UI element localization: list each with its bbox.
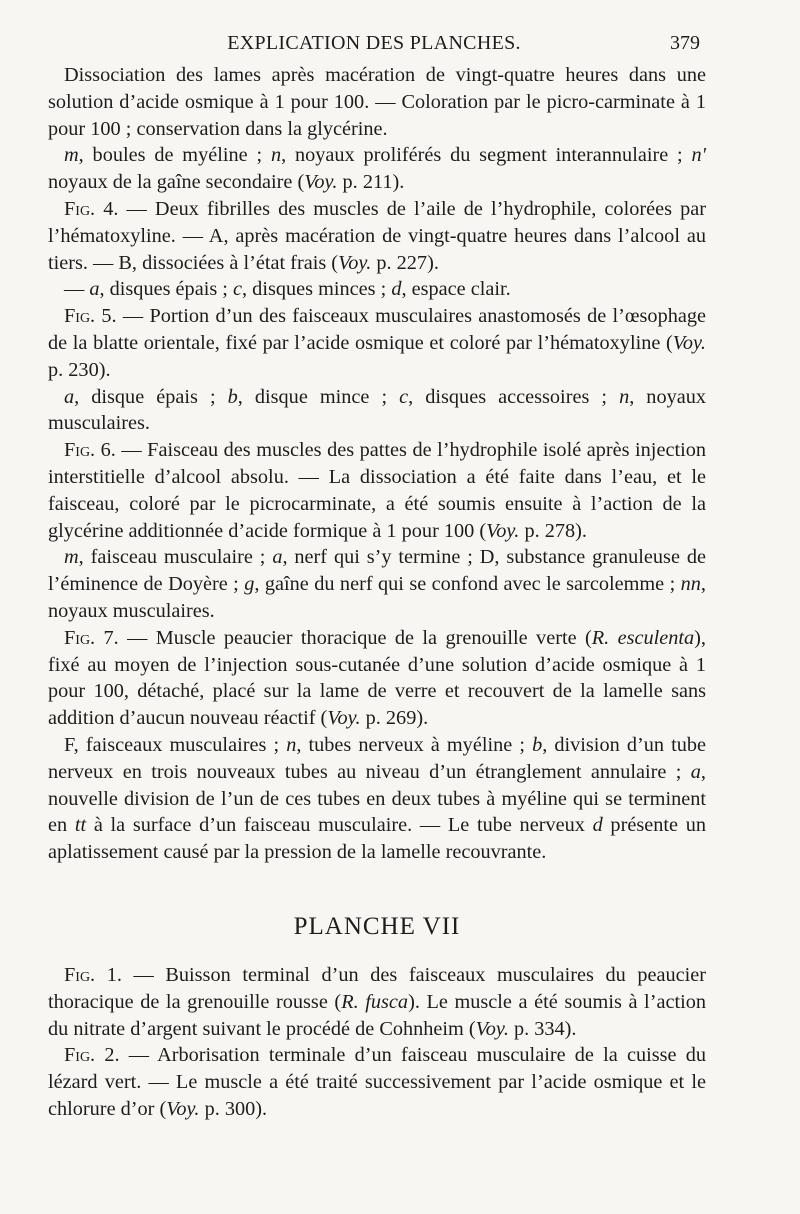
- text-run: — Faisceau des muscles des pattes de l’hydrophile isolé après injection interstitielle d’alcool absolu. — La dissociation a été faite dans l’eau, et le faisceau, coloré par le picrocarminate, a été soumis ensuite à l’action de la glycérine additionnée d’acide formique à 1 pour 100 (: [48, 439, 707, 542]
- italic-text: a: [89, 278, 100, 301]
- italic-text: n': [691, 144, 706, 167]
- text-run: , gaîne du nerf qui se confond avec le sarcolemme ;: [254, 573, 681, 596]
- figure-label: Fig. 6.: [64, 439, 116, 462]
- paragraph-p3: [48, 196, 706, 276]
- italic-text: b: [227, 385, 238, 408]
- page-body: [48, 62, 706, 1123]
- text-run: p. 269).: [360, 707, 429, 730]
- italic-text: m: [64, 546, 79, 569]
- italic-text: tt: [74, 814, 87, 837]
- text-run: — Portion d’un des faisceaux musculaires anastomosés de l’œsophage de la blatte orientale, fixé par l’acide osmique et coloré par l’hématoxyline (: [48, 305, 706, 354]
- text-run: , disque mince ;: [237, 385, 400, 408]
- italic-text: Voy.: [486, 519, 520, 542]
- page-number: 379: [670, 32, 700, 54]
- italic-text: n: [286, 733, 297, 756]
- text-run: , noyaux musculaires.: [48, 385, 707, 435]
- text-run: p. 227).: [371, 251, 439, 274]
- italic-text: b: [532, 733, 543, 756]
- text-run: — Arborisation terminale d’un faisceau musculaire de la cuisse du lézard vert. — Le muscle a été traité successivement par l’acide osmique et le chlorure d’or (: [48, 1044, 707, 1120]
- text-run: présente un aplatissement causé par la pression de la lamelle recouvrante.: [48, 814, 706, 864]
- text-run: , disques minces ;: [242, 278, 392, 301]
- text-run: , faisceau musculaire ;: [78, 546, 273, 569]
- paragraph-p9: [48, 625, 706, 732]
- text-run: Dissociation des lames après macération de vingt-quatre heures dans une solution d’acide osmique à 1 pour 100. — Coloration par le picro-carminate à 1 pour 100 ; conservation dans la glycérine.: [48, 64, 706, 140]
- text-run: — Muscle peaucier thoracique de la grenouille verte (: [118, 626, 592, 649]
- italic-text: d: [391, 278, 402, 301]
- text-run: , noyaux proliférés du segment interannulaire ;: [281, 144, 692, 167]
- text-run: p. 230).: [48, 358, 111, 381]
- text-run: , boules de myéline ;: [78, 144, 271, 167]
- text-run: ), fixé au moyen de l’injection sous-cutanée d’une solution d’acide osmique à 1 pour 100, détaché, placé sur la lame de verre et recouvert de la lamelle sans addition d’aucun nouveau réactif (: [48, 626, 706, 730]
- italic-text: Voy.: [475, 1017, 509, 1040]
- italic-text: c: [233, 278, 243, 301]
- text-run: p. 211).: [337, 171, 405, 194]
- text-run: —: [64, 278, 90, 301]
- text-run: , disque épais ;: [74, 385, 228, 408]
- italic-text: m: [64, 144, 79, 167]
- figure-label: Fig. 5.: [64, 305, 117, 328]
- paragraph-p2: [48, 142, 706, 196]
- text-run: , disques accessoires ;: [408, 385, 620, 408]
- text-run: noyaux de la gaîne secondaire (: [48, 171, 305, 194]
- italic-text: Voy.: [338, 251, 372, 274]
- text-run: , nouvelle division de l’un de ces tubes en deux tubes à myéline qui se terminent en: [48, 760, 706, 837]
- italic-text: a: [64, 385, 75, 408]
- italic-text: R. fusca: [341, 990, 409, 1013]
- plate-figure-explanations: [48, 962, 706, 1123]
- italic-text: Voy.: [327, 707, 361, 730]
- paragraph-q1: [48, 962, 706, 1042]
- paragraph-p1: [48, 62, 706, 142]
- italic-text: Voy.: [672, 331, 706, 354]
- running-title: EXPLICATION DES PLANCHES.: [227, 32, 521, 54]
- figure-label: Fig. 1.: [64, 963, 122, 986]
- italic-text: Voy.: [166, 1097, 200, 1120]
- plate-title: PLANCHE VII: [293, 912, 461, 940]
- italic-text: g: [244, 573, 255, 596]
- paragraph-p4: [48, 276, 706, 303]
- figure-label: Fig. 2.: [64, 1044, 120, 1067]
- text-run: p. 334).: [508, 1017, 577, 1040]
- italic-text: R. esculenta: [591, 626, 695, 649]
- paragraph-p5: [48, 303, 706, 383]
- text-run: , tubes nerveux à myéline ;: [296, 733, 533, 756]
- text-run: p. 278).: [519, 519, 587, 542]
- text-run: F, faisceaux musculaires ;: [64, 733, 287, 756]
- paragraph-p7: [48, 437, 706, 544]
- text-run: ). Le muscle a été soumis à l’action du nitrate d’argent suivant le procédé de Cohnheim (: [48, 990, 706, 1040]
- italic-text: nn: [680, 573, 701, 596]
- italic-text: n: [270, 144, 282, 167]
- figure-label: Fig. 7.: [64, 626, 119, 649]
- text-run: à la surface d’un faisceau musculaire. — Le tube nerveux: [86, 814, 593, 837]
- italic-text: a: [690, 760, 701, 783]
- text-run: , nerf qui s’y termine ; D, substance granuleuse de l’éminence de Doyère ;: [48, 546, 706, 596]
- paragraph-q2: [48, 1042, 706, 1122]
- paragraph-p8: [48, 544, 706, 624]
- figure-explanations: [48, 62, 706, 866]
- paragraph-p10: [48, 732, 706, 866]
- text-run: , noyaux musculaires.: [48, 573, 706, 622]
- paragraph-p6: [48, 384, 706, 438]
- italic-text: d: [592, 814, 603, 837]
- italic-text: n: [619, 385, 630, 408]
- text-run: — Buisson terminal d’un des faisceaux musculaires du peaucier thoracique de la grenouille rousse (: [48, 963, 706, 1013]
- text-run: , division d’un tube nerveux en trois nouveaux tubes au niveau d’un étranglement annulaire ;: [48, 733, 707, 783]
- text-run: , espace clair.: [401, 278, 511, 301]
- figure-label: Fig. 4.: [64, 197, 119, 220]
- page-header: [48, 32, 700, 62]
- text-run: — Deux fibrilles des muscles de l’aile de l’hydrophile, colorées par l’hématoxyline. — A, après macération de vingt-quatre heures dans l’alcool au tiers. — B, dissociées à l’état frais (: [48, 197, 706, 274]
- italic-text: a: [272, 546, 283, 569]
- text-run: p. 300).: [199, 1097, 268, 1120]
- italic-text: Voy.: [304, 171, 338, 194]
- italic-text: c: [399, 385, 409, 408]
- text-run: , disques épais ;: [99, 278, 234, 301]
